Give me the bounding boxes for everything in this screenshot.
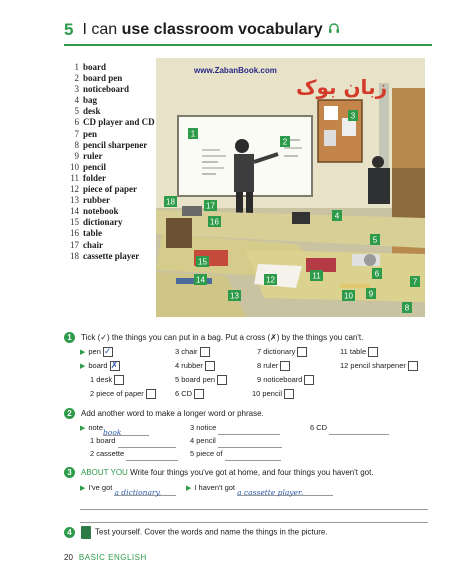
- vocabulary-item: 3 noticeboard: [74, 84, 129, 95]
- header-rule: [64, 44, 432, 46]
- page-footer: [64, 553, 147, 562]
- vocabulary-item: 14 notebook: [70, 206, 119, 217]
- answer-line[interactable]: [80, 513, 428, 523]
- vocabulary-item: 5 desk: [74, 106, 101, 117]
- unit-header: [64, 20, 340, 40]
- vocabulary-item: 16 table: [70, 228, 102, 239]
- checkbox[interactable]: [304, 375, 314, 385]
- exercise-3-instruction: 3 ABOUT YOU Write four things you've got at home, and four things you haven't got.: [64, 467, 374, 478]
- picture-label: 10: [344, 291, 353, 301]
- checkbox[interactable]: [297, 347, 307, 357]
- vocabulary-item: 10 pencil: [70, 161, 107, 172]
- answer-line[interactable]: [118, 438, 176, 448]
- headphones-icon[interactable]: [328, 23, 340, 37]
- unit-number: 5: [64, 20, 74, 39]
- answer-line[interactable]: [329, 425, 389, 435]
- unit-title: I can use classroom vocabulary: [82, 21, 323, 38]
- exercise-1-grid: ▶ pen ✓ ▶ board ✗ 1 desk 2 piece of paper 3 chair 4 rubber 5 board pen 6 CD 7 dictionary 8 ruler 9 noticeboard 10 pencil 11 table 12 pencil sharpener: [80, 345, 440, 401]
- picture-label: 7: [412, 277, 418, 287]
- picture-label: 18: [166, 197, 175, 207]
- exercise-2-instruction: 2 Add another word to make a longer word or phrase.: [64, 408, 264, 419]
- vocabulary-list: [66, 62, 155, 262]
- checkbox[interactable]: [284, 389, 294, 399]
- vocabulary-item: 6 CD player and CD: [74, 117, 155, 128]
- checkbox[interactable]: [205, 361, 215, 371]
- vocabulary-item: 12 piece of paper: [70, 184, 137, 195]
- vocabulary-item: 7 pen: [74, 128, 98, 139]
- notebook-icon: [81, 526, 91, 539]
- vocabulary-item: 4 bag: [74, 95, 98, 106]
- vocabulary-item: 13 rubber: [70, 195, 110, 206]
- answer-line[interactable]: a cassette player.: [237, 486, 333, 496]
- arrow-icon: ▶: [186, 485, 192, 492]
- checkbox[interactable]: [146, 389, 156, 399]
- watermark-logo: زبان بوک: [296, 75, 388, 99]
- answer-line[interactable]: [80, 500, 428, 510]
- answer-line[interactable]: [218, 425, 280, 435]
- picture-label: 5: [372, 235, 378, 245]
- picture-label: 16: [210, 217, 219, 227]
- exercise-3-grid: ▶ I've got a dictionary. ▶ I haven't got a cassette player.: [80, 481, 440, 521]
- page-number: 20: [64, 553, 73, 562]
- picture-label: 8: [404, 303, 410, 313]
- vocabulary-item: 1 board: [74, 62, 107, 72]
- exercise-1-instruction: 1 Tick (✓) the things you can put in a bag. Put a cross (✗) by the things you can't.: [64, 332, 363, 343]
- arrow-icon: ▶: [80, 363, 86, 370]
- watermark-url: www.ZabanBook.com: [194, 66, 277, 75]
- checkbox[interactable]: ✗: [110, 360, 119, 371]
- picture-label: 17: [206, 201, 215, 211]
- answer-line[interactable]: a dictionary.: [114, 486, 176, 496]
- classroom-illustration: [156, 58, 425, 317]
- picture-label: 6: [374, 269, 380, 279]
- checkbox[interactable]: [368, 347, 378, 357]
- vocabulary-item: 8 pencil sharpener: [74, 139, 148, 150]
- exercise-number: 3: [64, 467, 75, 478]
- picture-label: 1: [190, 129, 196, 139]
- answer-line[interactable]: [225, 451, 281, 461]
- picture-label: 14: [196, 275, 205, 285]
- checkbox[interactable]: ✓: [103, 346, 112, 357]
- vocabulary-item: 11 folder: [70, 172, 106, 183]
- picture-label: 12: [266, 275, 275, 285]
- picture-label: 13: [230, 291, 239, 301]
- picture-label: 11: [312, 271, 321, 281]
- checkbox[interactable]: [200, 347, 210, 357]
- vocabulary-item: 17 chair: [70, 239, 103, 250]
- arrow-icon: ▶: [80, 485, 86, 492]
- picture-label: 4: [334, 211, 340, 221]
- exercise-number: 1: [64, 332, 75, 343]
- checkbox[interactable]: [194, 389, 204, 399]
- vocabulary-item: 2 board pen: [74, 73, 123, 84]
- vocabulary-item: 15 dictionary: [70, 217, 123, 228]
- answer-line[interactable]: [218, 438, 282, 448]
- exercise-2-grid: ▶ notebook 1 board 2 cassette 3 notice 4 pencil 5 piece of 6 CD: [80, 421, 440, 463]
- picture-label: 3: [350, 111, 356, 121]
- checkbox[interactable]: [217, 375, 227, 385]
- answer-line[interactable]: [126, 451, 178, 461]
- picture-label: 9: [368, 289, 374, 299]
- exercise-number: 2: [64, 408, 75, 419]
- checkbox[interactable]: [114, 375, 124, 385]
- checkbox[interactable]: [408, 361, 418, 371]
- checkbox[interactable]: [280, 361, 290, 371]
- exercise-number: 4: [64, 527, 75, 538]
- vocabulary-item: 18 cassette player: [70, 250, 140, 261]
- arrow-icon: ▶: [80, 349, 86, 356]
- book-title: BASIC ENGLISH: [78, 553, 147, 562]
- answer-line[interactable]: book: [103, 426, 149, 436]
- picture-label: 15: [198, 257, 207, 267]
- arrow-icon: ▶: [80, 425, 86, 432]
- picture-label: 2: [282, 137, 288, 147]
- exercise-4-instruction: 4 Test yourself. Cover the words and name the things in the picture.: [64, 526, 328, 539]
- vocabulary-item: 9 ruler: [74, 150, 103, 161]
